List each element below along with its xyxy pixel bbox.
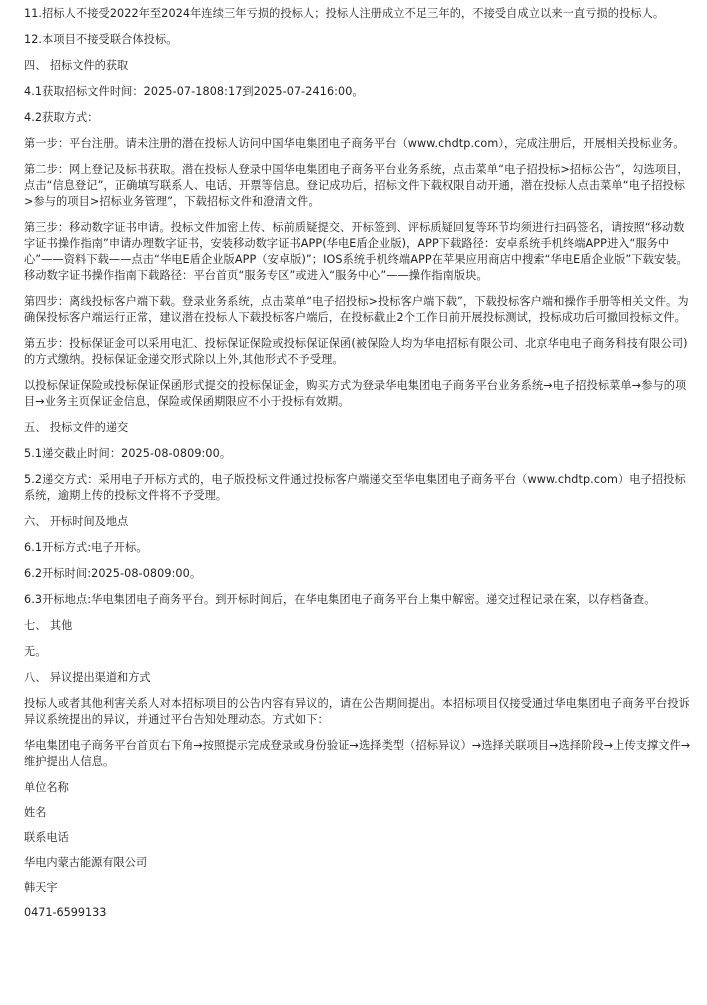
- step-3-digital-certificate: 第三步：移动数字证书申请。投标文件加密上传、标前质疑提交、开标签到、评标质疑回复等环节均须进行扫码签名，请按照“移动数字证书操作指南”申请办理数字证书，安装移动数字证书APP(华电E盾企业版)，APP下载路径：安卓系统手机终端APP进入“服务中心”——资料下载——点击“华电E盾企业版APP（安卓版)”；IOS系统手机终端APP在苹果应用商店中搜索“华电E盾企业版”下载安装。移动数字证书操作指南下载路径：平台首页“服务专区”或进入“服务中心”——操作指南版块。: [24, 221, 688, 282]
- section-8-heading: 八、 异议提出渠道和方式: [24, 671, 151, 684]
- contact-phone-value: 0471-6599133: [24, 906, 107, 919]
- section-4-heading: 四、 招标文件的获取: [24, 59, 129, 72]
- section-5-heading: 五、 投标文件的递交: [24, 421, 129, 434]
- section-6-heading: 六、 开标时间及地点: [24, 515, 129, 528]
- step-5-bid-bond: 第五步：投标保证金可以采用电汇、投标保证保险或投标保证保函(被保险人均为华电招标有限公司、北京华电电子商务科技有限公司)的方式缴纳。投标保证金递交形式除以上外,其他形式不予受理。: [24, 337, 688, 366]
- contact-name-value: 韩天宇: [24, 881, 58, 894]
- requirement-11: 11.招标人不接受2022年至2024年连续三年亏损的投标人；投标人注册成立不足三年的，不接受自成立以来一直亏损的投标人。: [24, 7, 665, 20]
- contact-phone-label: 联系电话: [24, 831, 69, 844]
- doc-acquisition-time: 4.1获取招标文件时间：2025-07-1808:17到2025-07-2416:00。: [24, 85, 364, 98]
- requirement-12: 12.本项目不接受联合体投标。: [24, 33, 178, 46]
- objection-intro: 投标人或者其他利害关系人对本招标项目的公告内容有异议的，请在公告期间提出。本招标项目仅接受通过华电集团电子商务平台投诉异议系统提出的异议，并通过平台告知处理动态。方式如下：: [24, 697, 690, 726]
- objection-steps: 华电集团电子商务平台首页右下角→按照提示完成登录或身份验证→选择类型（招标异议）→选择关联项目→选择阶段→上传支撑文件→维护提出人信息。: [24, 739, 691, 768]
- contact-name-label: 姓名: [24, 806, 47, 819]
- submission-deadline: 5.1递交截止时间：2025-08-0809:00。: [24, 447, 232, 460]
- step-2-online-registration: 第二步：网上登记及标书获取。潜在投标人登录中国华电集团电子商务平台业务系统，点击菜单“电子招投标>招标公告”，勾选项目，点击“信息登记”，正确填写联系人、电话、开票等信息。登记成功后，招标文件下载权限自动开通，潜在投标人点击菜单“电子招投标>参与的项目>招标业务管理”，下载招标文件和澄清文件。: [24, 163, 689, 208]
- submission-method: 5.2递交方式：采用电子开标方式的，电子版投标文件通过投标客户端递交至华电集团电子商务平台（www.chdtp.com）电子招投标系统，逾期上传的投标文件将不予受理。: [24, 473, 686, 502]
- opening-method: 6.1开标方式:电子开标。: [24, 541, 148, 554]
- opening-location: 6.3开标地点:华电集团电子商务平台。到开标时间后，在华电集团电子商务平台上集中解密。递交过程记录在案，以存档备查。: [24, 593, 656, 606]
- doc-acquisition-method: 4.2获取方式：: [24, 111, 99, 124]
- opening-time: 6.2开标时间:2025-08-0809:00。: [24, 567, 202, 580]
- contact-unit-value: 华电内蒙古能源有限公司: [24, 856, 148, 869]
- section-7-heading: 七、 其他: [24, 619, 73, 632]
- guarantee-insurance-note: 以投标保证保险或投标保证保函形式提交的投标保证金，购买方式为登录华电集团电子商务平台业务系统→电子招投标菜单→参与的项目→业务主页保证金信息，保险或保函期限应不小于投标有效期。: [24, 379, 687, 408]
- other-none: 无。: [24, 645, 47, 658]
- step-4-client-download: 第四步：离线投标客户端下载。登录业务系统，点击菜单“电子招投标>投标客户端下载”，下载投标客户端和操作手册等相关文件。为确保投标客户端运行正常，建议潜在投标人下载投标客户端后，在投标截止2个工作日前开展投标测试，投标成功后可撤回投标文件。: [24, 295, 689, 324]
- step-1-registration: 第一步：平台注册。请未注册的潜在投标人访问中国华电集团电子商务平台（www.chdtp.com），完成注册后，开展相关投标业务。: [24, 137, 685, 150]
- contact-unit-label: 单位名称: [24, 781, 69, 794]
